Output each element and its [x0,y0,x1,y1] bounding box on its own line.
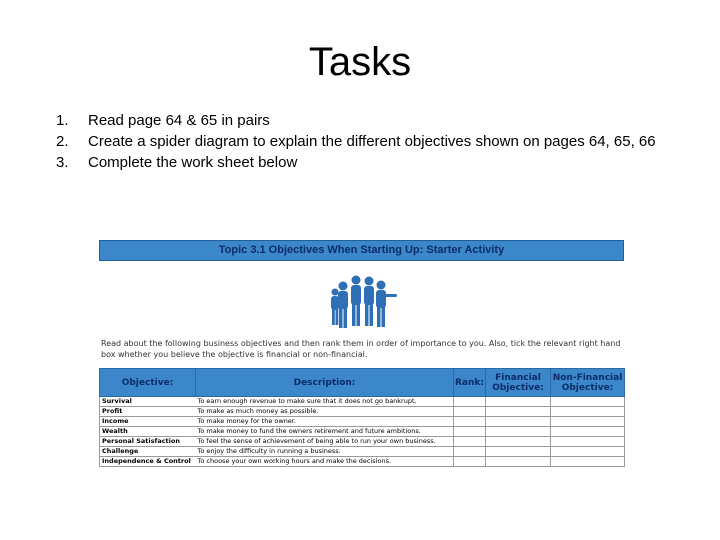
financial-cell [486,397,551,407]
task-number: 3. [56,154,69,171]
worksheet-instructions: Read about the following business objectives and then rank them in order of importance to you. Also, tick the relevant right hand box whether you believe the objective is financial or non-financial. [101,339,621,359]
financial-cell [486,407,551,417]
header-description: Description: [196,369,454,397]
table-row [100,437,625,447]
task-item-2 [56,131,656,152]
description-cell: To make money to fund the owners retirement and future ambitions. [196,427,454,437]
non-financial-cell [551,417,625,427]
objective-cell: Profit [100,407,196,417]
task-number: 2. [56,133,69,150]
task-item-1 [56,110,656,131]
worksheet-image [99,240,624,472]
slide-title: Tasks [308,40,412,84]
objective-cell: Income [100,417,196,427]
task-text: Complete the work sheet below [88,154,298,171]
task-list [56,110,656,173]
table-row [100,397,625,407]
header-non-financial: Non-Financial Objective: [551,369,625,397]
table-row [100,447,625,457]
rank-cell [454,427,486,437]
description-cell: To earn enough revenue to make sure that it does not go bankrupt. [196,397,454,407]
rank-cell [454,437,486,447]
rank-cell [454,417,486,427]
non-financial-cell [551,397,625,407]
task-text: Create a spider diagram to explain the different objectives shown on pages 64, 65, 66 [88,133,656,150]
financial-cell [486,417,551,427]
non-financial-cell [551,407,625,417]
rank-cell [454,397,486,407]
objective-cell: Wealth [100,427,196,437]
table-header-row [100,369,625,397]
description-cell: To choose your own working hours and make the decisions. [196,457,454,467]
financial-cell [486,447,551,457]
non-financial-cell [551,427,625,437]
financial-cell [486,437,551,447]
description-cell: To make as much money as possible. [196,407,454,417]
task-item-3 [56,152,656,173]
objective-cell: Personal Satisfaction [100,437,196,447]
financial-cell [486,457,551,467]
objective-cell: Challenge [100,447,196,457]
table-row [100,417,625,427]
worksheet-banner: Topic 3.1 Objectives When Starting Up: Starter Activity [99,240,624,261]
header-financial: Financial Objective: [486,369,551,397]
task-number: 1. [56,112,69,129]
header-objective: Objective: [100,369,196,397]
non-financial-cell [551,447,625,457]
rank-cell [454,447,486,457]
business-people-icon [329,270,399,330]
objective-cell: Survival [100,397,196,407]
non-financial-cell [551,457,625,467]
rank-cell [454,457,486,467]
description-cell: To feel the sense of achievement of being able to run your own business. [196,437,454,447]
rank-cell [454,407,486,417]
description-cell: To make money for the owner. [196,417,454,427]
financial-cell [486,427,551,437]
table-row [100,427,625,437]
table-row [100,407,625,417]
header-rank: Rank: [454,369,486,397]
objectives-table [99,368,625,467]
non-financial-cell [551,437,625,447]
table-row [100,457,625,467]
description-cell: To enjoy the difficulty in running a business. [196,447,454,457]
task-text: Read page 64 & 65 in pairs [88,112,270,129]
objective-cell: Independence & Control [100,457,196,467]
